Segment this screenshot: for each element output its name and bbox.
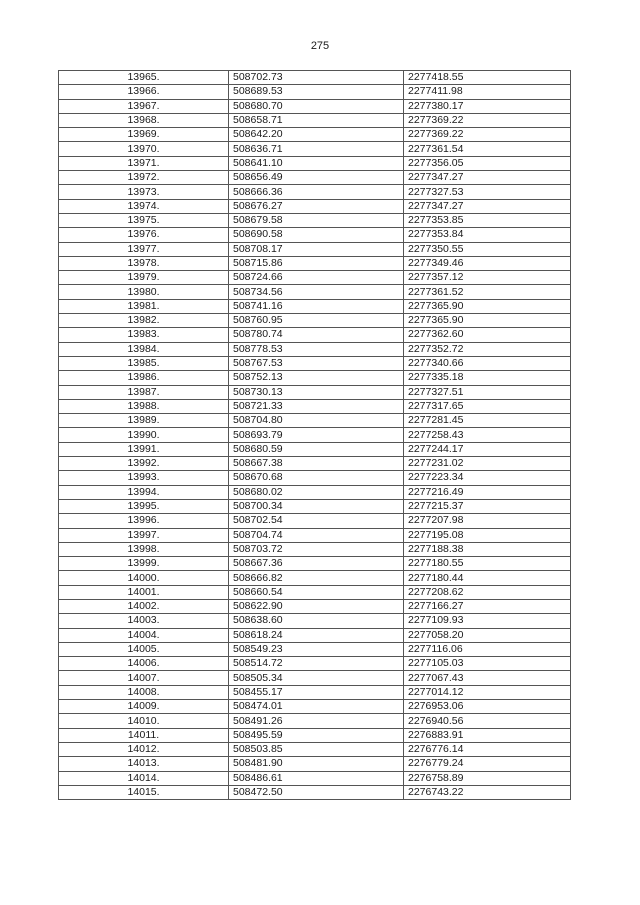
point-number-cell: 13975. [59,213,229,227]
x-coordinate-cell: 508702.73 [229,71,404,85]
coordinates-table [58,70,571,800]
x-coordinate-cell: 508693.79 [229,428,404,442]
table-row [59,671,571,685]
point-number-cell: 14013. [59,757,229,771]
x-coordinate-cell: 508481.90 [229,757,404,771]
y-coordinate-cell: 2276743.22 [404,785,571,799]
x-coordinate-cell: 508514.72 [229,657,404,671]
y-coordinate-cell: 2276758.89 [404,771,571,785]
point-number-cell: 13966. [59,85,229,99]
table-row [59,228,571,242]
y-coordinate-cell: 2277281.45 [404,414,571,428]
x-coordinate-cell: 508618.24 [229,628,404,642]
y-coordinate-cell: 2277365.90 [404,314,571,328]
y-coordinate-cell: 2277116.06 [404,642,571,656]
x-coordinate-cell: 508641.10 [229,156,404,170]
point-number-cell: 13994. [59,485,229,499]
x-coordinate-cell: 508724.66 [229,271,404,285]
y-coordinate-cell: 2277350.55 [404,242,571,256]
x-coordinate-cell: 508455.17 [229,685,404,699]
y-coordinate-cell: 2277340.66 [404,356,571,370]
table-row [59,771,571,785]
x-coordinate-cell: 508660.54 [229,585,404,599]
y-coordinate-cell: 2277327.53 [404,185,571,199]
point-number-cell: 13968. [59,113,229,127]
table-row [59,700,571,714]
x-coordinate-cell: 508472.50 [229,785,404,799]
y-coordinate-cell: 2277361.52 [404,285,571,299]
y-coordinate-cell: 2277380.17 [404,99,571,113]
x-coordinate-cell: 508666.82 [229,571,404,585]
x-coordinate-cell: 508622.90 [229,599,404,613]
x-coordinate-cell: 508741.16 [229,299,404,313]
x-coordinate-cell: 508690.58 [229,228,404,242]
x-coordinate-cell: 508679.58 [229,213,404,227]
table-row [59,328,571,342]
x-coordinate-cell: 508656.49 [229,171,404,185]
table-row [59,385,571,399]
y-coordinate-cell: 2277244.17 [404,442,571,456]
table-row [59,242,571,256]
point-number-cell: 14008. [59,685,229,699]
x-coordinate-cell: 508708.17 [229,242,404,256]
y-coordinate-cell: 2276883.91 [404,728,571,742]
y-coordinate-cell: 2277014.12 [404,685,571,699]
point-number-cell: 13989. [59,414,229,428]
table-row [59,156,571,170]
x-coordinate-cell: 508667.36 [229,557,404,571]
point-number-cell: 13974. [59,199,229,213]
y-coordinate-cell: 2277353.84 [404,228,571,242]
table-row [59,457,571,471]
y-coordinate-cell: 2277335.18 [404,371,571,385]
point-number-cell: 14014. [59,771,229,785]
table-row [59,299,571,313]
point-number-cell: 14015. [59,785,229,799]
x-coordinate-cell: 508495.59 [229,728,404,742]
y-coordinate-cell: 2277188.38 [404,542,571,556]
table-row [59,85,571,99]
x-coordinate-cell: 508676.27 [229,199,404,213]
y-coordinate-cell: 2277362.60 [404,328,571,342]
table-row [59,414,571,428]
y-coordinate-cell: 2277352.72 [404,342,571,356]
y-coordinate-cell: 2277258.43 [404,428,571,442]
y-coordinate-cell: 2277105.03 [404,657,571,671]
y-coordinate-cell: 2277215.37 [404,499,571,513]
point-number-cell: 14005. [59,642,229,656]
x-coordinate-cell: 508752.13 [229,371,404,385]
point-number-cell: 13983. [59,328,229,342]
x-coordinate-cell: 508734.56 [229,285,404,299]
y-coordinate-cell: 2276940.56 [404,714,571,728]
point-number-cell: 13999. [59,557,229,571]
table-row [59,199,571,213]
y-coordinate-cell: 2277418.55 [404,71,571,85]
table-row [59,399,571,413]
x-coordinate-cell: 508700.34 [229,499,404,513]
table-row [59,571,571,585]
y-coordinate-cell: 2277216.49 [404,485,571,499]
point-number-cell: 14004. [59,628,229,642]
point-number-cell: 13970. [59,142,229,156]
table-row [59,585,571,599]
point-number-cell: 13977. [59,242,229,256]
x-coordinate-cell: 508703.72 [229,542,404,556]
y-coordinate-cell: 2276953.06 [404,700,571,714]
x-coordinate-cell: 508689.53 [229,85,404,99]
point-number-cell: 13991. [59,442,229,456]
point-number-cell: 14012. [59,742,229,756]
y-coordinate-cell: 2277207.98 [404,514,571,528]
x-coordinate-cell: 508680.02 [229,485,404,499]
y-coordinate-cell: 2277369.22 [404,128,571,142]
point-number-cell: 13972. [59,171,229,185]
point-number-cell: 14000. [59,571,229,585]
point-number-cell: 13990. [59,428,229,442]
point-number-cell: 13992. [59,457,229,471]
table-row [59,499,571,513]
point-number-cell: 13986. [59,371,229,385]
x-coordinate-cell: 508636.71 [229,142,404,156]
x-coordinate-cell: 508680.70 [229,99,404,113]
x-coordinate-cell: 508780.74 [229,328,404,342]
y-coordinate-cell: 2277356.05 [404,156,571,170]
table-row [59,628,571,642]
table-row [59,256,571,270]
point-number-cell: 14006. [59,657,229,671]
x-coordinate-cell: 508474.01 [229,700,404,714]
y-coordinate-cell: 2277231.02 [404,457,571,471]
point-number-cell: 14002. [59,599,229,613]
point-number-cell: 13980. [59,285,229,299]
table-row [59,471,571,485]
table-row [59,514,571,528]
point-number-cell: 13997. [59,528,229,542]
x-coordinate-cell: 508491.26 [229,714,404,728]
table-row [59,213,571,227]
y-coordinate-cell: 2277365.90 [404,299,571,313]
y-coordinate-cell: 2277411.98 [404,85,571,99]
x-coordinate-cell: 508670.68 [229,471,404,485]
x-coordinate-cell: 508760.95 [229,314,404,328]
point-number-cell: 13985. [59,356,229,370]
point-number-cell: 13976. [59,228,229,242]
y-coordinate-cell: 2277357.12 [404,271,571,285]
y-coordinate-cell: 2277349.46 [404,256,571,270]
page-number: 275 [310,40,330,52]
y-coordinate-cell: 2277195.08 [404,528,571,542]
point-number-cell: 13996. [59,514,229,528]
x-coordinate-cell: 508767.53 [229,356,404,370]
x-coordinate-cell: 508715.86 [229,256,404,270]
x-coordinate-cell: 508778.53 [229,342,404,356]
y-coordinate-cell: 2277223.34 [404,471,571,485]
table-row [59,542,571,556]
point-number-cell: 13988. [59,399,229,413]
point-number-cell: 13998. [59,542,229,556]
table-row [59,614,571,628]
x-coordinate-cell: 508721.33 [229,399,404,413]
point-number-cell: 14009. [59,700,229,714]
point-number-cell: 13978. [59,256,229,270]
table-row [59,314,571,328]
x-coordinate-cell: 508505.34 [229,671,404,685]
y-coordinate-cell: 2277208.62 [404,585,571,599]
table-row [59,342,571,356]
y-coordinate-cell: 2277347.27 [404,199,571,213]
table-row [59,171,571,185]
table-row [59,371,571,385]
point-number-cell: 13967. [59,99,229,113]
point-number-cell: 13993. [59,471,229,485]
y-coordinate-cell: 2277180.44 [404,571,571,585]
x-coordinate-cell: 508680.59 [229,442,404,456]
y-coordinate-cell: 2277109.93 [404,614,571,628]
x-coordinate-cell: 508638.60 [229,614,404,628]
table-row [59,528,571,542]
y-coordinate-cell: 2277353.85 [404,213,571,227]
y-coordinate-cell: 2277166.27 [404,599,571,613]
table-row [59,128,571,142]
point-number-cell: 14010. [59,714,229,728]
table-row [59,142,571,156]
x-coordinate-cell: 508704.80 [229,414,404,428]
table-row [59,728,571,742]
table-row [59,99,571,113]
table-row [59,642,571,656]
table-row [59,485,571,499]
point-number-cell: 13987. [59,385,229,399]
y-coordinate-cell: 2277327.51 [404,385,571,399]
y-coordinate-cell: 2277180.55 [404,557,571,571]
y-coordinate-cell: 2277361.54 [404,142,571,156]
point-number-cell: 13965. [59,71,229,85]
table-row [59,113,571,127]
point-number-cell: 14003. [59,614,229,628]
table-row [59,557,571,571]
point-number-cell: 13984. [59,342,229,356]
table-row [59,428,571,442]
y-coordinate-cell: 2277369.22 [404,113,571,127]
x-coordinate-cell: 508658.71 [229,113,404,127]
table-row [59,285,571,299]
point-number-cell: 13969. [59,128,229,142]
table-row [59,757,571,771]
y-coordinate-cell: 2276776.14 [404,742,571,756]
x-coordinate-cell: 508704.74 [229,528,404,542]
coordinates-table-body [59,71,571,800]
x-coordinate-cell: 508702.54 [229,514,404,528]
y-coordinate-cell: 2277058.20 [404,628,571,642]
table-row [59,599,571,613]
point-number-cell: 13971. [59,156,229,170]
x-coordinate-cell: 508486.61 [229,771,404,785]
y-coordinate-cell: 2277317.65 [404,399,571,413]
x-coordinate-cell: 508503.85 [229,742,404,756]
point-number-cell: 14011. [59,728,229,742]
point-number-cell: 14001. [59,585,229,599]
point-number-cell: 13995. [59,499,229,513]
y-coordinate-cell: 2276779.24 [404,757,571,771]
y-coordinate-cell: 2277067.43 [404,671,571,685]
point-number-cell: 14007. [59,671,229,685]
x-coordinate-cell: 508642.20 [229,128,404,142]
table-row [59,714,571,728]
table-row [59,442,571,456]
table-row [59,685,571,699]
point-number-cell: 13979. [59,271,229,285]
x-coordinate-cell: 508549.23 [229,642,404,656]
point-number-cell: 13982. [59,314,229,328]
table-row [59,356,571,370]
table-row [59,185,571,199]
y-coordinate-cell: 2277347.27 [404,171,571,185]
table-row [59,71,571,85]
table-row [59,657,571,671]
x-coordinate-cell: 508730.13 [229,385,404,399]
point-number-cell: 13981. [59,299,229,313]
table-row [59,785,571,799]
x-coordinate-cell: 508667.38 [229,457,404,471]
table-row [59,742,571,756]
x-coordinate-cell: 508666.36 [229,185,404,199]
point-number-cell: 13973. [59,185,229,199]
table-row [59,271,571,285]
